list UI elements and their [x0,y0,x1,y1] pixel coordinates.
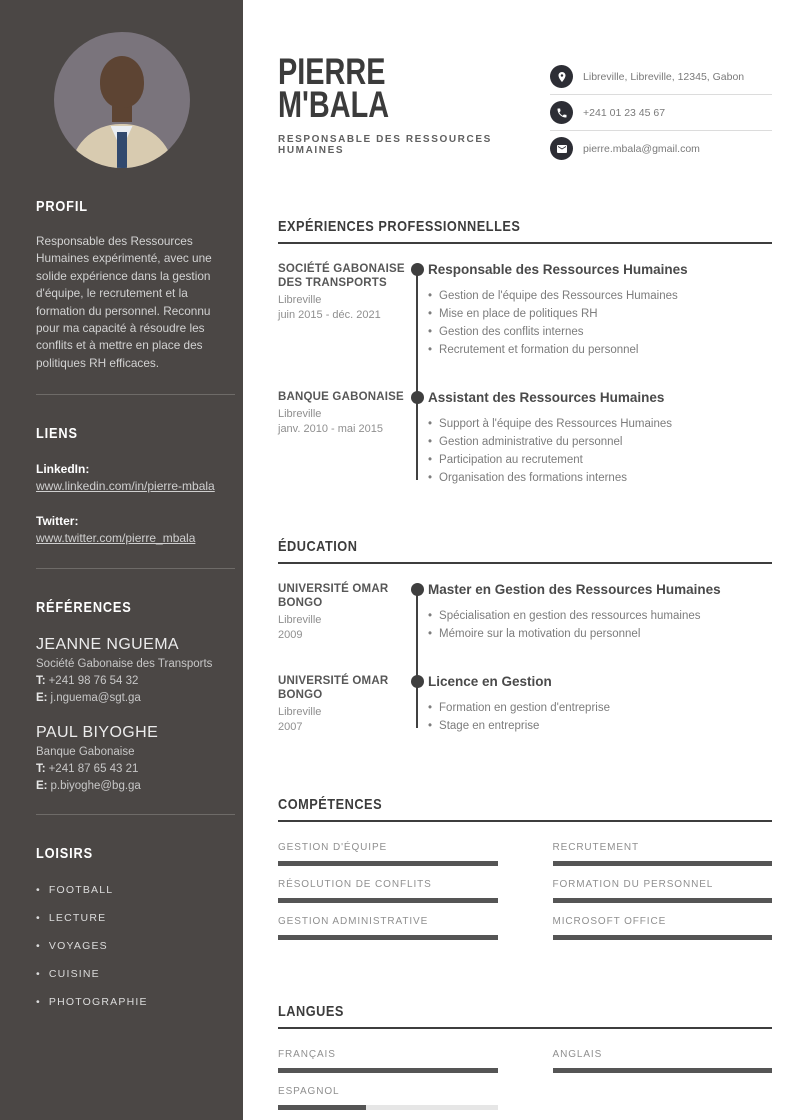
skill-item [278,916,498,940]
reference-email [36,780,215,792]
hobby-item: • LECTURE [36,912,215,924]
skill-bar [278,898,498,903]
skill-bar-fill [553,898,773,903]
timeline-dot [411,675,424,688]
experience-entry [278,390,772,488]
email-label: E: [36,780,48,793]
entry-dates: 2009 [278,629,303,641]
linkedin-url[interactable]: www.linkedin.com/in/pierre-mbala [36,479,215,494]
avatar-head [100,56,144,108]
degree-title: Master en Gestion des Ressources Humaines [428,582,721,597]
reference-phone [36,675,215,687]
last-name: M'BALA [278,84,390,125]
page-title [278,51,490,125]
company-location: Libreville [278,408,322,420]
reference-name: JEANNE NGUEMA [36,636,179,654]
email-text: pierre.mbala@gmail.com [583,142,700,155]
hobby-item: • VOYAGES [36,940,215,952]
experience-entries [278,244,772,488]
bullet-item: • Mémoire sur la motivation du personnel [428,626,772,642]
language-label: ANGLAIS [552,1049,603,1060]
reference-company: Société Gabonaise des Transports [36,658,213,671]
school-name: UNIVERSITÉ OMAR BONGO [278,583,389,609]
phone-value: +241 87 65 43 21 [48,763,139,776]
phone-label: T: [36,675,46,688]
bullet-item: • Support à l'équipe des Ressources Humaines [428,416,772,432]
entry-body [428,390,772,488]
school-location: Libreville [278,614,322,626]
phone-text: +241 01 23 45 67 [583,106,666,119]
skill-label: RECRUTEMENT [552,842,640,853]
email-value: j.nguema@sgt.ga [50,692,141,705]
entry-meta [278,674,406,736]
languages-section-title: LANGUES [278,1003,344,1020]
entry-meta [278,262,406,360]
school-name: UNIVERSITÉ OMAR BONGO [278,675,389,701]
skill-bar-fill [553,861,773,866]
language-bar-fill [278,1105,366,1110]
reference-name: PAUL BIYOGHE [36,724,159,742]
bullet-list [428,416,772,486]
twitter-label: Twitter: [36,514,79,529]
section-rule [278,820,772,822]
loisirs-section-title: LOISIRS [36,845,93,863]
education-entries [278,564,772,736]
avatar-tie [117,132,127,168]
language-bar [553,1068,773,1073]
hobby-item: • PHOTOGRAPHIE [36,996,215,1008]
timeline-dot [411,583,424,596]
skill-label: MICROSOFT OFFICE [552,916,667,927]
entry-meta [278,582,406,644]
language-item [553,1049,773,1073]
section-rule [278,1027,772,1029]
hobby-item: • CUISINE [36,968,215,980]
bullet-item: • Participation au recrutement [428,452,772,468]
twitter-url[interactable]: www.twitter.com/pierre_mbala [36,531,196,546]
skills-section-title: COMPÉTENCES [278,796,383,813]
skill-bar-fill [553,935,773,940]
language-label: ESPAGNOL [278,1086,340,1097]
degree-title: Licence en Gestion [428,674,552,689]
skill-item [278,842,498,866]
entry-dates: janv. 2010 - mai 2015 [278,423,383,435]
entry-body [428,674,772,736]
experience-section [278,218,772,488]
skill-bar-fill [278,898,498,903]
languages-grid [278,1049,772,1110]
skills-section [278,796,772,940]
skill-bar [278,935,498,940]
education-section [278,538,772,736]
timeline-dot [411,391,424,404]
entry-dates: juin 2015 - déc. 2021 [278,309,381,321]
profil-section-title: PROFIL [36,198,88,215]
skill-item [553,879,773,903]
language-label: FRANÇAIS [278,1049,336,1060]
sidebar-divider [36,568,235,569]
timeline-dot [411,263,424,276]
liens-section-title: LIENS [36,425,78,443]
main-content [243,0,794,1120]
role-title: Assistant des Ressources Humaines [428,390,665,405]
bullet-list [428,288,772,358]
entry-body [428,582,772,644]
link-item-twitter [36,514,215,546]
education-entry [278,582,772,644]
bullet-list [428,608,772,642]
bullet-item: • Organisation des formations internes [428,470,772,486]
skill-bar-fill [278,861,498,866]
bullet-item: • Gestion de l'équipe des Ressources Humaines [428,288,772,304]
hobby-item: • FOOTBALL [36,884,215,896]
skill-item [553,916,773,940]
reference-item [36,724,215,792]
link-item-linkedin [36,462,215,494]
timeline-line [416,590,418,728]
header [278,51,772,166]
language-bar-fill [278,1068,498,1073]
language-item [278,1086,498,1110]
company-name: SOCIÉTÉ GABONAISE DES TRANSPORTS [278,263,405,289]
bullet-item: • Recrutement et formation du personnel [428,342,772,358]
hobby-list [36,884,215,1008]
language-item [278,1049,498,1073]
phone-icon [550,101,573,124]
skill-bar-fill [278,935,498,940]
profile-photo [54,32,190,168]
contact-row-address [550,59,772,95]
languages-section [278,1003,772,1110]
reference-item [36,636,215,704]
linkedin-label: LinkedIn: [36,462,90,477]
job-title: RESPONSABLE DES RESSOURCES HUMAINES [278,134,492,156]
school-location: Libreville [278,706,322,718]
skill-bar [553,861,773,866]
reference-phone [36,763,215,775]
bullet-item: • Gestion des conflits internes [428,324,772,340]
bullet-item: • Gestion administrative du personnel [428,434,772,450]
bullet-item: • Stage en entreprise [428,718,772,734]
phone-value: +241 98 76 54 32 [48,675,139,688]
contact-row-email [550,131,772,166]
language-bar [278,1105,498,1110]
education-section-title: ÉDUCATION [278,538,358,555]
skill-bar [553,935,773,940]
location-icon [550,65,573,88]
skill-bar [278,861,498,866]
company-location: Libreville [278,294,322,306]
reference-email [36,692,215,704]
address-text: Libreville, Libreville, 12345, Gabon [583,70,745,83]
skill-bar [553,898,773,903]
bullet-item: • Formation en gestion d'entreprise [428,700,772,716]
entry-meta [278,390,406,488]
skill-item [553,842,773,866]
education-entry [278,674,772,736]
contact-block [550,59,772,166]
entry-dates: 2007 [278,721,303,733]
sidebar [0,0,243,1120]
first-name: PIERRE [278,51,386,92]
skill-label: GESTION D'ÉQUIPE [278,842,388,853]
sidebar-divider [36,814,235,815]
reference-company: Banque Gabonaise [36,746,135,759]
bullet-item: • Mise en place de politiques RH [428,306,772,322]
entry-body [428,262,772,360]
profil-text: Responsable des Ressources Humaines expérimenté, avec une solide expérience dans la gestion d'équipe, le recrutement et la formation du personnel. Reconnu pour ma capacité à résoudre les conflits et à mettre en place des politiques RH efficaces. [36,234,212,370]
email-label: E: [36,692,48,705]
email-value: p.biyoghe@bg.ga [50,780,141,793]
sidebar-divider [36,394,235,395]
skill-item [278,879,498,903]
skills-grid [278,842,772,940]
timeline-line [416,270,418,480]
skill-label: GESTION ADMINISTRATIVE [278,916,429,927]
bullet-item: • Spécialisation en gestion des ressources humaines [428,608,772,624]
experience-section-title: EXPÉRIENCES PROFESSIONNELLES [278,218,521,235]
name-block [278,51,550,166]
phone-label: T: [36,763,46,776]
language-bar [278,1068,498,1073]
experience-entry [278,262,772,360]
avatar-neck [112,106,132,122]
references-section-title: RÉFÉRENCES [36,599,132,617]
skill-label: RÉSOLUTION DE CONFLITS [278,879,432,890]
bullet-list [428,700,772,734]
skill-label: FORMATION DU PERSONNEL [552,879,714,890]
language-bar-fill [553,1068,773,1073]
company-name: BANQUE GABONAISE [278,391,404,403]
email-icon [550,137,573,160]
role-title: Responsable des Ressources Humaines [428,262,688,277]
contact-row-phone [550,95,772,131]
